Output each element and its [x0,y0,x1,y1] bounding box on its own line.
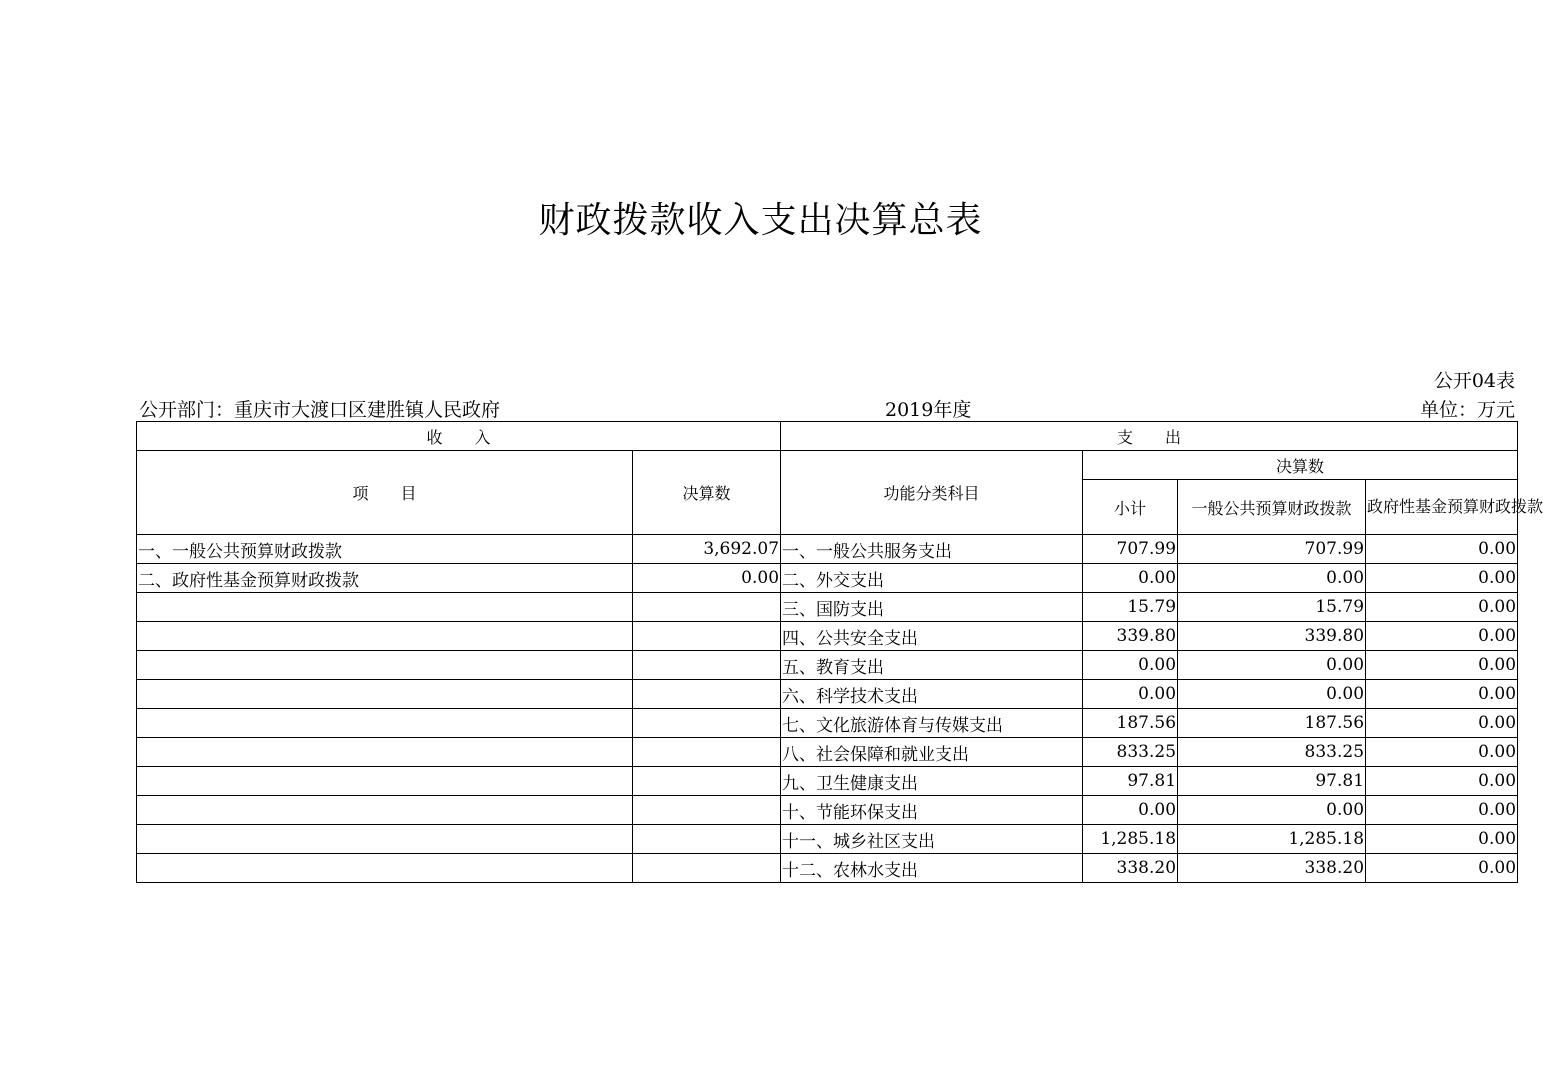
income-item-cell [137,796,633,825]
department-label: 公开部门：重庆市大渡口区建胜镇人民政府 [139,399,501,421]
report-title: 财政拨款收入支出决算总表 [538,200,983,241]
income-amount-cell: 3,692.07 [633,535,781,564]
expense-item-cell: 六、科学技术支出 [781,680,1083,709]
function-category-header: 功能分类科目 [781,451,1083,535]
income-item-cell: 二、政府性基金预算财政拨款 [137,564,633,593]
table-row [137,535,1518,564]
table-row [137,738,1518,767]
gov-fund-header: 政府性基金预算财政拨款 [1366,480,1518,535]
expense-item-cell: 一、一般公共服务支出 [781,535,1083,564]
income-amount-cell [633,680,781,709]
subtotal-header: 小计 [1083,480,1178,535]
expense-item-cell: 四、公共安全支出 [781,622,1083,651]
gov-fund-cell: 0.00 [1366,796,1518,825]
gov-fund-cell: 0.00 [1366,535,1518,564]
gov-fund-cell: 0.00 [1366,593,1518,622]
general-budget-header: 一般公共预算财政拨款 [1178,480,1366,535]
table-body [137,535,1518,883]
income-amount-cell [633,622,781,651]
table-row [137,825,1518,854]
income-amount-cell [633,738,781,767]
year-label: 2019年度 [885,399,972,421]
general-budget-cell: 338.20 [1178,854,1366,883]
gov-fund-cell: 0.00 [1366,709,1518,738]
final-amount-group-header: 决算数 [1083,451,1518,480]
income-amount-cell [633,651,781,680]
general-budget-cell: 0.00 [1178,796,1366,825]
income-amount-cell [633,796,781,825]
income-amount-cell [633,854,781,883]
income-item-cell [137,651,633,680]
table-row [137,709,1518,738]
table-row [137,680,1518,709]
general-budget-cell: 707.99 [1178,535,1366,564]
subtotal-cell: 97.81 [1083,767,1178,796]
general-budget-cell: 0.00 [1178,564,1366,593]
table-row [137,622,1518,651]
income-item-cell [137,825,633,854]
subtotal-cell: 15.79 [1083,593,1178,622]
gov-fund-cell: 0.00 [1366,564,1518,593]
expense-item-cell: 五、教育支出 [781,651,1083,680]
income-item-cell [137,622,633,651]
subtotal-cell: 833.25 [1083,738,1178,767]
expense-item-cell: 十一、城乡社区支出 [781,825,1083,854]
item-header: 项 目 [137,451,633,535]
general-budget-cell: 0.00 [1178,651,1366,680]
table-row [137,854,1518,883]
subtotal-cell: 0.00 [1083,651,1178,680]
general-budget-cell: 1,285.18 [1178,825,1366,854]
table-row [137,593,1518,622]
budget-table [136,421,1543,883]
general-budget-cell: 97.81 [1178,767,1366,796]
expense-item-cell: 二、外交支出 [781,564,1083,593]
subtotal-cell: 0.00 [1083,680,1178,709]
subtotal-cell: 0.00 [1083,796,1178,825]
expense-item-cell: 九、卫生健康支出 [781,767,1083,796]
income-amount-cell: 0.00 [633,564,781,593]
table-row [137,651,1518,680]
gov-fund-cell: 0.00 [1366,738,1518,767]
subtotal-cell: 707.99 [1083,535,1178,564]
gov-fund-cell: 0.00 [1366,854,1518,883]
income-amount-cell [633,593,781,622]
subtotal-cell: 339.80 [1083,622,1178,651]
income-amount-cell [633,709,781,738]
gov-fund-cell: 0.00 [1366,680,1518,709]
income-amount-cell [633,767,781,796]
income-item-cell [137,593,633,622]
unit-label: 单位：万元 [1419,399,1515,421]
general-budget-cell: 0.00 [1178,680,1366,709]
income-item-cell [137,680,633,709]
gov-fund-cell: 0.00 [1366,651,1518,680]
subtotal-cell: 0.00 [1083,564,1178,593]
income-amount-cell [633,825,781,854]
general-budget-cell: 15.79 [1178,593,1366,622]
general-budget-cell: 339.80 [1178,622,1366,651]
gov-fund-cell: 0.00 [1366,622,1518,651]
expense-item-cell: 十二、农林水支出 [781,854,1083,883]
general-budget-cell: 833.25 [1178,738,1366,767]
subtotal-cell: 187.56 [1083,709,1178,738]
income-item-cell: 一、一般公共预算财政拨款 [137,535,633,564]
income-item-cell [137,767,633,796]
subtotal-cell: 1,285.18 [1083,825,1178,854]
subtotal-cell: 338.20 [1083,854,1178,883]
expense-item-cell: 七、文化旅游体育与传媒支出 [781,709,1083,738]
income-group-header: 收 入 [137,422,781,451]
income-item-cell [137,709,633,738]
expense-item-cell: 八、社会保障和就业支出 [781,738,1083,767]
gov-fund-cell: 0.00 [1366,825,1518,854]
expense-item-cell: 十、节能环保支出 [781,796,1083,825]
table-row [137,564,1518,593]
final-amount-header: 决算数 [633,451,781,535]
gov-fund-cell: 0.00 [1366,767,1518,796]
table-row [137,767,1518,796]
expense-group-header: 支 出 [781,422,1518,451]
income-item-cell [137,738,633,767]
general-budget-cell: 187.56 [1178,709,1366,738]
table-row [137,796,1518,825]
income-item-cell [137,854,633,883]
form-number: 公开04表 [1433,370,1515,392]
report-meta [139,395,1515,419]
expense-item-cell: 三、国防支出 [781,593,1083,622]
